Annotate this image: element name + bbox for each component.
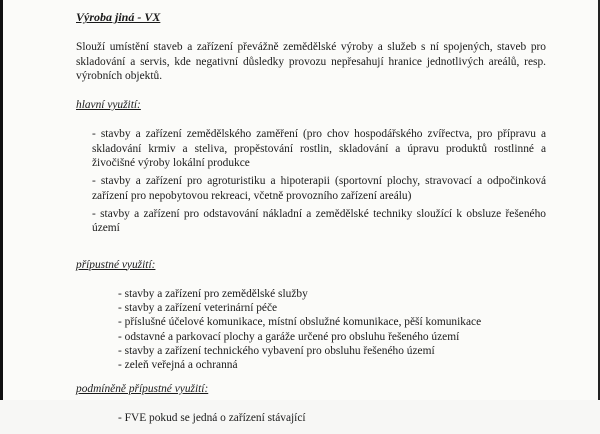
- scan-left-edge: [0, 0, 3, 400]
- conditional-use-item: - FVE pokud se jedná o zařízení stávající: [118, 411, 306, 424]
- intro-paragraph: Slouží umístění staveb a zařízení převážně zemědělské výroby a služeb s ní spojených, staveb pro skladování a servis, kde negativní důsledky provozu nepřesahují hranice jednotlivých areálů, resp. výrobních objektů.: [76, 41, 546, 82]
- conditional-use-heading: podmíněně přípustné využití:: [76, 382, 209, 395]
- permitted-use-item: - odstavné a parkovací plochy a garáže určené pro obsluhu řešeného území: [118, 330, 460, 343]
- main-use-heading: hlavní využití:: [76, 99, 141, 112]
- main-use-list: [76, 127, 546, 235]
- section-title: Výroba jiná - VX: [76, 10, 161, 24]
- conditional-use-list: [76, 411, 546, 425]
- permitted-use-list: [76, 287, 546, 373]
- document-content: [76, 10, 546, 434]
- main-use-item: - stavby a zařízení pro odstavování nákladní a zemědělské techniky sloužící k obsluze řešeného území: [92, 207, 546, 235]
- permitted-use-item: - zeleň veřejná a ochranná: [118, 359, 238, 372]
- permitted-use-heading: přípustné využití:: [76, 258, 156, 271]
- main-use-item: - stavby a zařízení zemědělského zaměření (pro chov hospodářského zvířectva, pro přípravu a skladování krmiv a steliva, propěstování rostlin, skladování a úpravu produktů rostlinné a živočišné výroby lokální produkce: [92, 128, 546, 170]
- main-use-item: - stavby a zařízení pro agroturistiku a hipoterapii (sportovní plochy, stravovací a odpočinková zařízení pro nepobytovou rekreaci, včetně provozního zařízení areálu): [92, 175, 546, 202]
- main-use-section: [76, 98, 546, 235]
- permitted-use-item: - stavby a zařízení veterinární péče: [118, 302, 278, 315]
- permitted-use-item: - stavby a zařízení technického vybavení pro obsluhu řešeného území: [118, 345, 435, 358]
- permitted-use-item: - příslušné účelové komunikace, místní obslužné komunikace, pěší komunikace: [118, 316, 482, 329]
- conditional-use-section: [76, 382, 546, 426]
- permitted-use-item: - stavby a zařízení pro zemědělské služby: [118, 287, 308, 300]
- permitted-use-section: [76, 258, 546, 373]
